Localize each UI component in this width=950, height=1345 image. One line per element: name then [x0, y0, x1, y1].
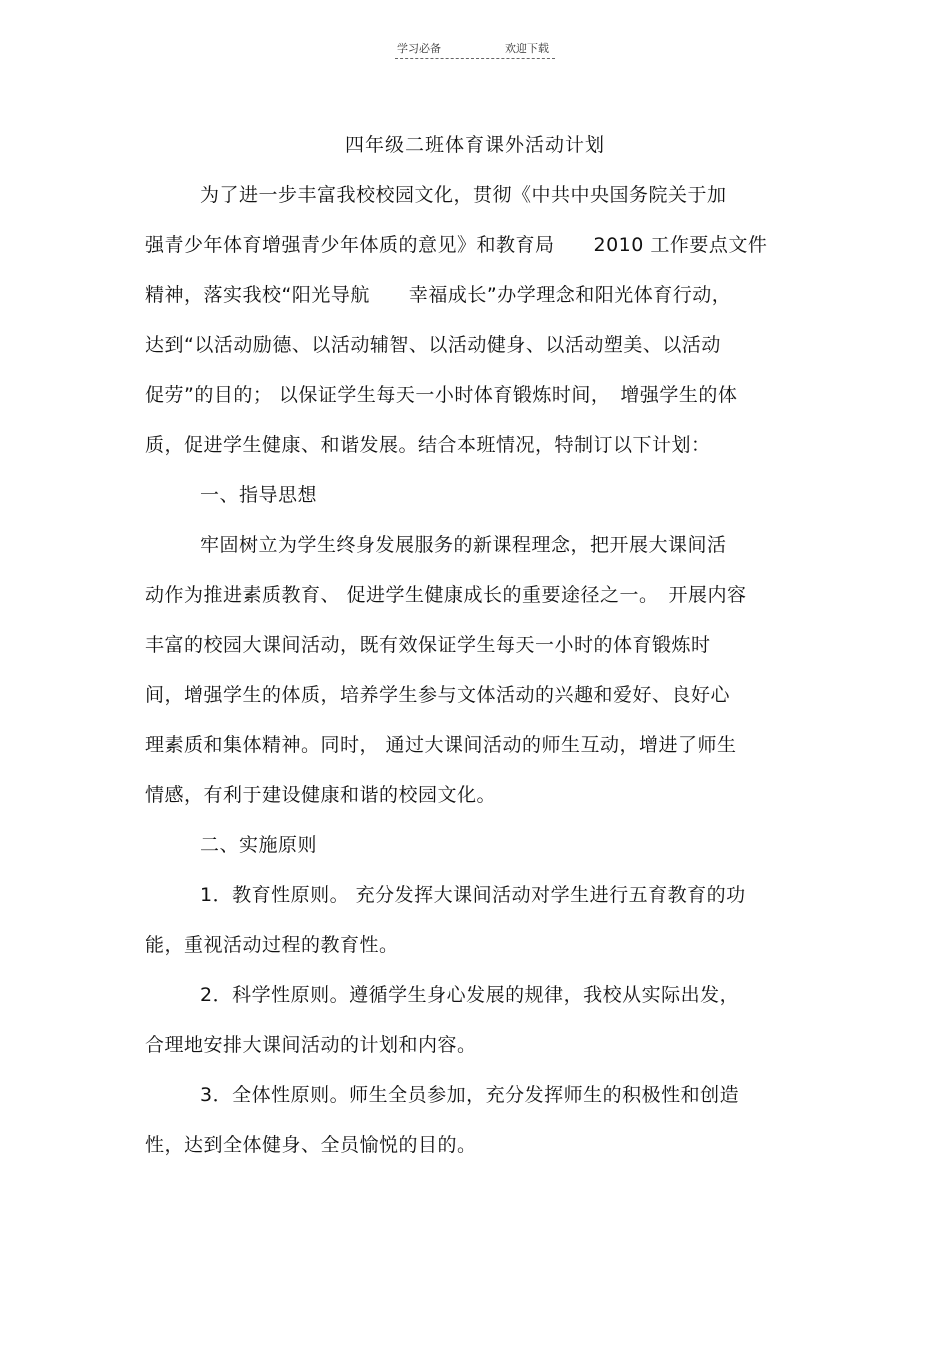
document-title: 四年级二班体育课外活动计划	[344, 134, 605, 156]
paragraph-line: 促劳”的目的； 以保证学生每天一小时体育锻炼时间， 增强学生的体	[145, 384, 738, 406]
section-heading: 二、实施原则	[200, 834, 318, 856]
paragraph-line: 1．教育性原则。 充分发挥大课间活动对学生进行五育教育的功	[200, 884, 746, 906]
page-header	[395, 40, 555, 59]
paragraph-line: 达到“以活动励德、以活动辅智、以活动健身、以活动塑美、以活动	[145, 334, 721, 356]
header-left-text: 学习必备	[397, 42, 441, 55]
header-right-text: 欢迎下载	[505, 42, 549, 55]
paragraph-line: 情感，有利于建设健康和谐的校园文化。	[145, 784, 497, 806]
paragraph-line: 3．全体性原则。师生全员参加，充分发挥师生的积极性和创造	[200, 1084, 740, 1106]
paragraph-line: 理素质和集体精神。同时， 通过大课间活动的师生互动，增进了师生	[145, 734, 737, 756]
paragraph-line: 牢固树立为学生终身发展服务的新课程理念，把开展大课间活	[200, 534, 727, 556]
paragraph-line: 动作为推进素质教育、 促进学生健康成长的重要途径之一。 开展内容	[145, 584, 747, 606]
paragraph-line: 为了进一步丰富我校校园文化，贯彻《中共中央国务院关于加	[200, 184, 727, 206]
paragraph-line: 合理地安排大课间活动的计划和内容。	[145, 1034, 477, 1056]
paragraph-line: 2．科学性原则。遵循学生身心发展的规律，我校从实际出发，	[200, 984, 740, 1006]
paragraph-line: 丰富的校园大课间活动，既有效保证学生每天一小时的体育锻炼时	[145, 634, 711, 656]
section-heading: 一、指导思想	[200, 484, 318, 506]
paragraph-line: 精神，落实我校“阳光导航 幸福成长”办学理念和阳光体育行动，	[145, 284, 732, 306]
paragraph-line: 间，增强学生的体质，培养学生参与文体活动的兴趣和爱好、良好心	[145, 684, 731, 706]
paragraph-line: 质，促进学生健康、和谐发展。结合本班情况，特制订以下计划：	[145, 434, 711, 456]
paragraph-line: 强青少年体育增强青少年体质的意见》和教育局 2010 工作要点文件	[145, 234, 768, 256]
paragraph-line: 能，重视活动过程的教育性。	[145, 934, 399, 956]
paragraph-line: 性，达到全体健身、全员愉悦的目的。	[145, 1134, 477, 1156]
